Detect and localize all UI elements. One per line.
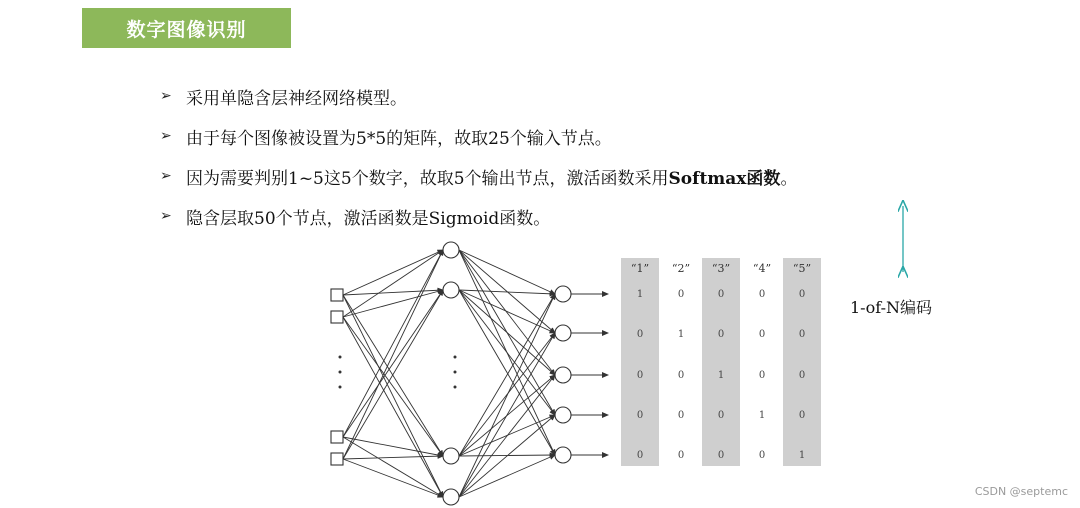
column-header: “4” (752, 262, 772, 275)
table-cell: 0 (717, 450, 725, 461)
input-node (331, 311, 343, 323)
connection-line (343, 290, 443, 437)
connection-line (459, 290, 555, 455)
bullet-text: 采用单隐含层神经网络模型。 (186, 88, 407, 109)
table-cell: 0 (636, 329, 644, 340)
input-node (331, 289, 343, 301)
bullet-text: 由于每个图像被设置为5*5的矩阵，故取25个输入节点。 (186, 128, 612, 149)
connection-line (459, 333, 555, 497)
connection-line (459, 455, 555, 497)
table-cell: 0 (798, 329, 806, 340)
arrow-bullet-icon: ➢ (160, 168, 172, 184)
table-cell: 0 (717, 329, 725, 340)
connection-line (343, 317, 443, 456)
connection-line (343, 295, 443, 456)
ellipsis-dot (454, 386, 457, 389)
hidden-node (443, 282, 459, 298)
table-cell: 0 (677, 370, 685, 381)
table-cell: 1 (798, 450, 806, 461)
bullet-text: 隐含层取50个节点，激活函数是Sigmoid函数。 (186, 208, 551, 229)
hidden-node (443, 489, 459, 505)
ellipsis-dot (339, 356, 342, 359)
output-node (555, 407, 571, 423)
table-cell: 1 (636, 289, 644, 300)
bullet-tail-text: 。 (780, 168, 798, 189)
ellipsis-dot (454, 356, 457, 359)
column-header: “1” (630, 262, 650, 275)
table-cell: 1 (677, 329, 685, 340)
table-cell: 0 (677, 410, 685, 421)
connection-line (459, 290, 555, 375)
output-node (555, 286, 571, 302)
table-cell: 0 (717, 289, 725, 300)
connection-line (459, 294, 555, 456)
table-cell: 0 (636, 410, 644, 421)
output-node (555, 325, 571, 341)
table-cell: 1 (758, 410, 766, 421)
table-cell: 0 (677, 450, 685, 461)
hidden-node (443, 242, 459, 258)
table-cell: 0 (636, 450, 644, 461)
connection-line (459, 250, 555, 375)
output-node (555, 447, 571, 463)
column-header: “2” (671, 262, 691, 275)
table-cell: 1 (717, 370, 725, 381)
arrow-bullet-icon: ➢ (160, 208, 172, 224)
encoding-label: 1-of-N编码 (850, 298, 932, 317)
ellipsis-dot (339, 371, 342, 374)
table-cell: 0 (798, 289, 806, 300)
connection-line (343, 250, 443, 317)
ellipsis-dot (339, 386, 342, 389)
bullet-text: 因为需要判别1~5这5个数字，故取5个输出节点，激活函数采用 (186, 168, 669, 189)
table-cell: 0 (758, 450, 766, 461)
table-cell: 0 (758, 370, 766, 381)
table-cell: 0 (798, 410, 806, 421)
connection-line (343, 290, 443, 459)
connection-line (343, 250, 443, 295)
arrow-bullet-icon: ➢ (160, 88, 172, 104)
table-cell: 0 (758, 329, 766, 340)
connection-line (459, 250, 555, 294)
output-node (555, 367, 571, 383)
connection-line (459, 290, 555, 294)
table-cell: 0 (717, 410, 725, 421)
arrow-bullet-icon: ➢ (160, 128, 172, 144)
table-cell: 0 (677, 289, 685, 300)
connection-line (459, 375, 555, 497)
hidden-node (443, 448, 459, 464)
input-node (331, 431, 343, 443)
connection-line (343, 250, 443, 459)
ellipsis-dot (454, 371, 457, 374)
column-header: “3” (711, 262, 731, 275)
input-node (331, 453, 343, 465)
network-nodes (331, 242, 571, 505)
table-cell: 0 (798, 370, 806, 381)
column-header: “5” (792, 262, 812, 275)
one-hot-table (621, 258, 821, 466)
connection-line (343, 456, 443, 459)
section-title-text: 数字图像识别 (126, 18, 247, 41)
connection-line (459, 294, 555, 497)
watermark: CSDN @septemc (974, 485, 1068, 498)
table-cell: 0 (758, 289, 766, 300)
connection-line (459, 290, 555, 333)
bullet-bold-text: Softmax函数 (668, 168, 781, 189)
table-cell: 0 (636, 370, 644, 381)
connection-line (343, 459, 443, 497)
connection-line (459, 250, 555, 333)
